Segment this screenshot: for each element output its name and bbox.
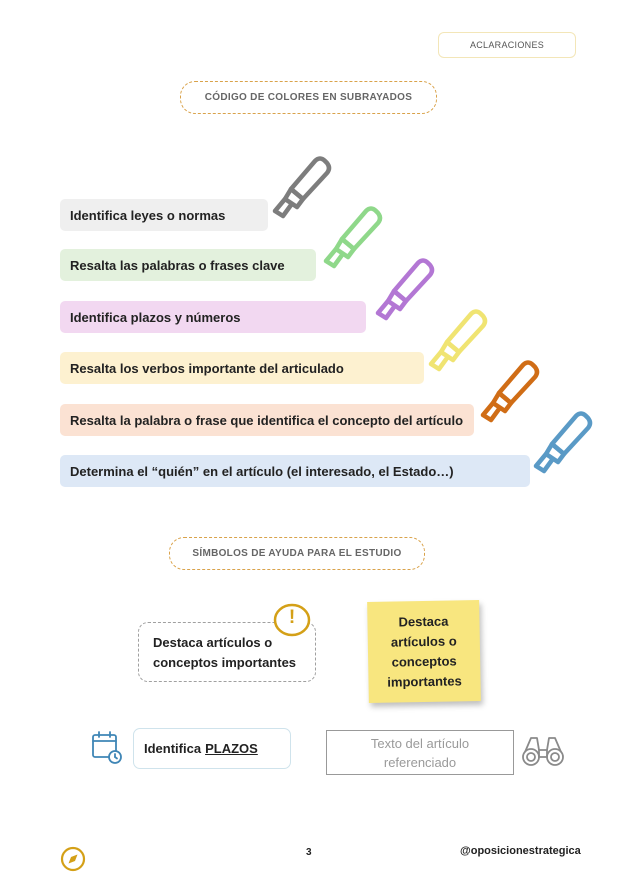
reference-box [326, 730, 514, 775]
sticky-note-text: Destaca artículos o conceptos importantes [387, 613, 462, 690]
color-item-deadlines: Identifica plazos y números [60, 301, 366, 333]
sticky-note [367, 600, 481, 703]
reference-text: Texto del artículo referenciado [370, 735, 470, 770]
dashed-note-text: Destaca artículos o conceptos importantes [153, 635, 297, 670]
deadlines-box [133, 728, 291, 769]
exclamation-circle-icon [273, 603, 311, 637]
color-item-verbs: Resalta los verbos importante del articulado [60, 352, 424, 384]
social-handle: @oposicionestrategica [460, 845, 581, 857]
deadlines-prefix: Identifica [144, 741, 202, 756]
binoculars-icon [521, 733, 565, 769]
colors-section-title: CÓDIGO DE COLORES EN SUBRAYADOS [180, 81, 437, 114]
color-item-keywords: Resalta las palabras o frases clave [60, 249, 316, 281]
header-tag: ACLARACIONES [438, 32, 576, 58]
exclamation-mark: ! [288, 607, 296, 628]
color-item-concept: Resalta la palabra o frase que identifica el concepto del artículo [60, 404, 474, 436]
color-item-subject: Determina el “quién” en el artículo (el interesado, el Estado…) [60, 455, 530, 487]
color-item-laws: Identifica leyes o normas [60, 199, 268, 231]
page-number: 3 [306, 847, 312, 858]
symbols-section-title: SÍMBOLOS DE AYUDA PARA EL ESTUDIO [169, 537, 425, 570]
compass-icon [60, 846, 86, 872]
deadlines-keyword: PLAZOS [205, 741, 258, 756]
highlighter-marker-icon [516, 408, 596, 480]
calendar-clock-icon [90, 730, 124, 766]
